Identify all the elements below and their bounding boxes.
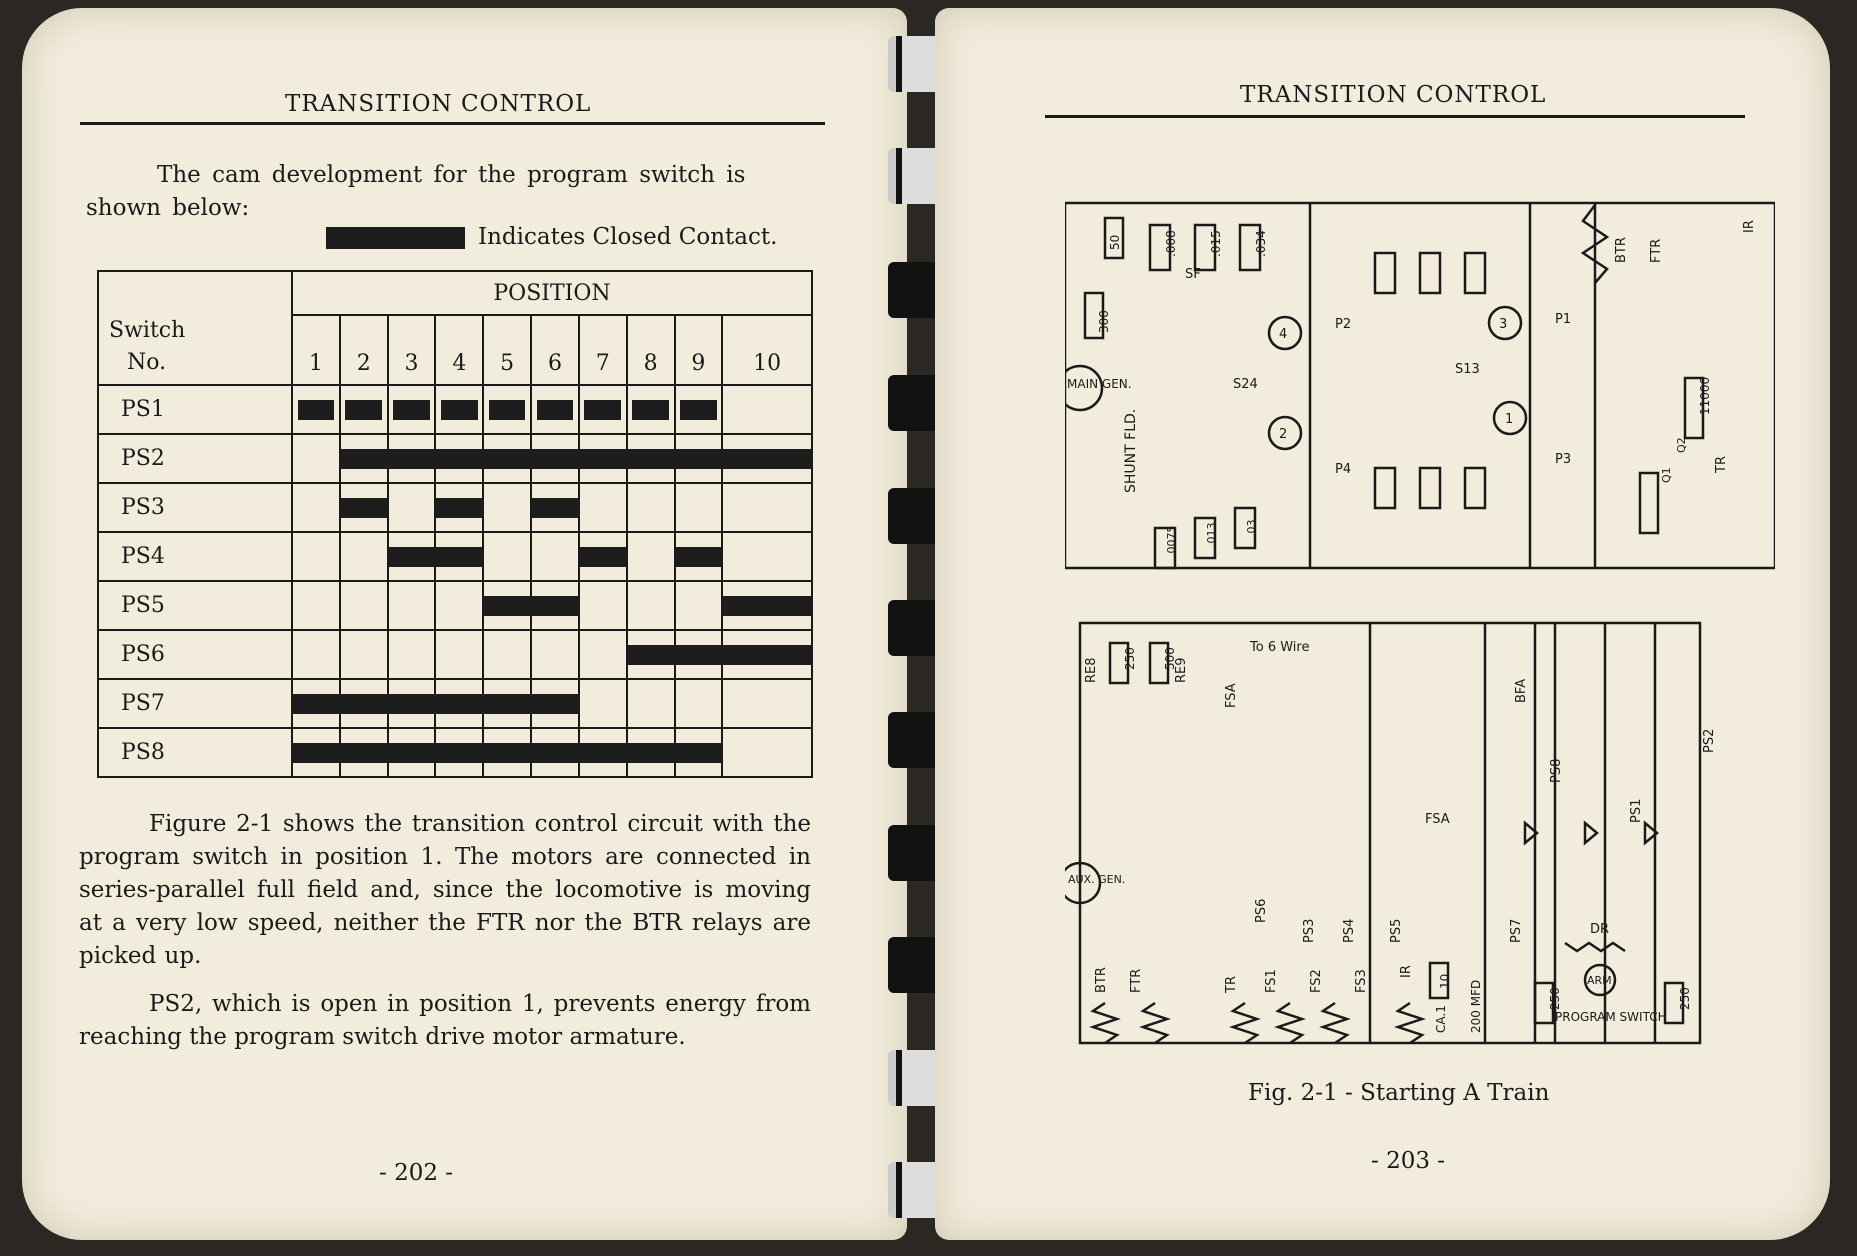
closed-contact-bar-ps1-pos-4 (441, 400, 478, 420)
closed-contact-bar-ps7-pos-3 (387, 694, 437, 714)
cam-cell (292, 581, 340, 630)
position-number-2: 2 (340, 315, 388, 385)
cam-cell (675, 483, 723, 532)
closed-contact-bar-ps7-pos-1 (293, 694, 341, 714)
cam-cell (340, 728, 388, 777)
closed-contact-bar-ps1-pos-8 (632, 400, 669, 420)
label-re8: RE8 (1084, 657, 1099, 683)
cam-cell (435, 679, 483, 728)
label-motor-2: 2 (1279, 427, 1288, 442)
label-r250-right: 250 (1678, 987, 1692, 1010)
switch-label-2: No. (127, 350, 167, 375)
cam-cell (483, 581, 531, 630)
cam-cell (579, 679, 627, 728)
table-row (98, 385, 812, 434)
label-ir: IR (1742, 220, 1757, 233)
cam-cell (531, 581, 579, 630)
position-number-9: 9 (675, 315, 723, 385)
cam-cell (722, 679, 812, 728)
label-200mfd: 200 MFD (1469, 979, 1483, 1033)
closed-contact-bar-ps1-pos-5 (489, 400, 526, 420)
label-r300: 300 (1097, 310, 1111, 333)
label-p3: P3 (1555, 452, 1572, 467)
cam-cell (531, 483, 579, 532)
label-r250-top: 250 (1123, 647, 1137, 670)
closed-contact-bar-ps7-pos-6 (530, 694, 578, 714)
cam-cell (483, 679, 531, 728)
position-number-8: 8 (627, 315, 675, 385)
closed-contact-bar-ps7-pos-5 (482, 694, 532, 714)
label-motor-3: 3 (1499, 317, 1508, 332)
label-motor-4: 4 (1279, 327, 1288, 342)
label-ps2: PS2 (1702, 728, 1717, 753)
label-shunt-fld: SHUNT FLD. (1123, 408, 1139, 493)
cam-cell (292, 679, 340, 728)
cam-cell (435, 728, 483, 777)
label-arm: ARM (1587, 974, 1612, 987)
label-fs1-lower: FS1 (1264, 969, 1279, 993)
closed-contact-bar-ps1-pos-3 (393, 400, 430, 420)
cam-cell (531, 679, 579, 728)
closed-contact-bar-ps8-pos-1 (293, 743, 341, 763)
cam-cell (388, 434, 436, 483)
cam-cell (435, 434, 483, 483)
cam-cell (292, 532, 340, 581)
cam-cell (722, 434, 812, 483)
closed-contact-bar-ps2-pos-7 (578, 449, 628, 469)
cam-cell (340, 581, 388, 630)
cam-cell (722, 483, 812, 532)
cam-cell (675, 434, 723, 483)
closed-contact-bar-ps8-pos-5 (482, 743, 532, 763)
closed-contact-bar-ps8-pos-9 (674, 743, 722, 763)
cam-cell (340, 385, 388, 434)
cam-cell (627, 728, 675, 777)
closed-contact-bar-ps4-pos-7 (580, 547, 626, 567)
position-header: POSITION (292, 271, 812, 315)
closed-contact-bar-ps2-pos-10 (721, 449, 811, 469)
closed-contact-bar-ps4-pos-4 (434, 547, 482, 567)
position-number-4: 4 (435, 315, 483, 385)
cam-cell (340, 679, 388, 728)
cam-cell (483, 385, 531, 434)
position-number-6: 6 (531, 315, 579, 385)
label-r015: .015 (1209, 230, 1223, 257)
label-q2: Q2 (1675, 437, 1688, 453)
cam-cell (675, 532, 723, 581)
cam-cell (483, 630, 531, 679)
cam-cell (388, 581, 436, 630)
cam-cell (675, 385, 723, 434)
label-p4: P4 (1335, 462, 1352, 477)
label-p1: P1 (1555, 312, 1572, 327)
label-btr-lower: BTR (1094, 967, 1109, 993)
cam-cell (388, 728, 436, 777)
paragraph-ps2-description: PS2, which is open in position 1, prevents energy from reaching the program switch drive motor armature. (79, 991, 811, 1050)
upper-circuit-frame (1065, 203, 1595, 568)
closed-contact-bar-ps1-pos-1 (298, 400, 335, 420)
right-header-rule (1045, 115, 1745, 118)
label-to-6-wire: To 6 Wire (1250, 640, 1310, 655)
closed-contact-bar-ps2-pos-2 (341, 449, 389, 469)
legend-text: Indicates Closed Contact. (478, 224, 778, 250)
label-r50: 50 (1108, 234, 1122, 250)
label-r034: .034 (1254, 230, 1268, 257)
table-row (98, 728, 812, 777)
closed-contact-bar-ps3-pos-4 (436, 498, 482, 518)
cam-cell (435, 483, 483, 532)
position-number-1: 1 (292, 315, 340, 385)
closed-contact-bar-ps5-pos-5 (484, 596, 532, 616)
label-r500: 500 (1163, 647, 1177, 670)
cam-cell (722, 581, 812, 630)
label-fs3-lower: FS3 (1354, 969, 1369, 993)
label-s24: S24 (1233, 377, 1258, 392)
position-number-10: 10 (722, 315, 812, 385)
cam-cell (675, 728, 723, 777)
label-dr: DR (1590, 922, 1610, 937)
figure-caption: Fig. 2-1 - Starting A Train (1248, 1080, 1550, 1106)
table-row (98, 679, 812, 728)
intro-line-1: The cam development for the program switch is (157, 162, 746, 188)
cam-cell (388, 679, 436, 728)
left-page-number: - 202 - (379, 1160, 454, 1186)
label-fs2-lower: FS2 (1309, 969, 1324, 993)
label-main-gen: MAIN GEN. (1067, 377, 1132, 391)
switch-label: PS7 (98, 679, 292, 728)
cam-cell (388, 630, 436, 679)
cam-cell (722, 532, 812, 581)
cam-cell (435, 630, 483, 679)
position-number-7: 7 (579, 315, 627, 385)
label-bfa: BFA (1514, 678, 1529, 703)
closed-contact-bar-ps7-pos-2 (339, 694, 389, 714)
label-sf: SF (1185, 267, 1201, 282)
label-fsa: FSA (1425, 812, 1450, 827)
closed-contact-bar-ps6-pos-8 (628, 645, 676, 665)
label-ps1: PS1 (1629, 798, 1644, 823)
label-ftr-lower: FTR (1129, 968, 1144, 993)
closed-contact-bar-ps4-pos-3 (389, 547, 437, 567)
table-row (98, 581, 812, 630)
closed-contact-bar-ps2-pos-9 (674, 449, 724, 469)
position-number-3: 3 (388, 315, 436, 385)
cam-cell (627, 532, 675, 581)
closed-contact-bar-ps3-pos-2 (341, 498, 387, 518)
closed-contact-bar-ps2-pos-8 (626, 449, 676, 469)
label-r013: .013 (1205, 522, 1218, 547)
closed-contact-bar-ps5-pos-10 (723, 596, 811, 616)
switch-label: PS5 (98, 581, 292, 630)
right-page-number: - 203 - (1371, 1148, 1446, 1174)
label-c10: 10 (1438, 973, 1452, 989)
label-ps7: PS7 (1509, 918, 1524, 943)
cam-cell (531, 434, 579, 483)
cam-cell (531, 532, 579, 581)
closed-contact-bar-ps4-pos-9 (676, 547, 722, 567)
intro-line-2: shown below: (86, 195, 250, 221)
label-r03: .03 (1245, 519, 1258, 537)
closed-contact-bar-ps8-pos-6 (530, 743, 580, 763)
label-p2: P2 (1335, 317, 1352, 332)
cam-cell (483, 434, 531, 483)
cam-cell (627, 483, 675, 532)
label-s13: S13 (1455, 362, 1480, 377)
closed-contact-bar-ps8-pos-7 (578, 743, 628, 763)
label-ca1: CA.1 (1434, 1005, 1448, 1033)
cam-cell (579, 385, 627, 434)
closed-contact-bar-ps1-pos-6 (537, 400, 574, 420)
cam-cell (340, 532, 388, 581)
closed-contact-bar-ps6-pos-9 (674, 645, 724, 665)
switch-label: PS3 (98, 483, 292, 532)
cam-cell (627, 434, 675, 483)
closed-contact-bar-ps2-pos-4 (434, 449, 484, 469)
closed-contact-bar-ps8-pos-8 (626, 743, 676, 763)
closed-contact-bar-ps1-pos-7 (584, 400, 621, 420)
cam-cell (435, 532, 483, 581)
cam-cell (579, 728, 627, 777)
legend-closed-bar (326, 227, 465, 249)
cam-cell (579, 434, 627, 483)
cam-cell (292, 434, 340, 483)
cam-cell (292, 385, 340, 434)
cam-cell (388, 385, 436, 434)
cam-cell (483, 483, 531, 532)
label-q1: Q1 (1660, 467, 1673, 483)
cam-cell (579, 581, 627, 630)
label-aux-gen: AUX. GEN. (1068, 873, 1126, 886)
label-program-switch: PROGRAM SWITCH (1555, 1010, 1667, 1024)
cam-cell (435, 385, 483, 434)
cam-cell (435, 581, 483, 630)
switch-no-header (98, 315, 292, 385)
cam-cell (675, 630, 723, 679)
table-row (98, 434, 812, 483)
label-ps3: PS3 (1302, 918, 1317, 943)
left-page (22, 8, 907, 1240)
closed-contact-bar-ps8-pos-3 (387, 743, 437, 763)
table-row (98, 483, 812, 532)
cam-cell (531, 385, 579, 434)
cam-development-table (97, 270, 813, 778)
cam-cell (292, 728, 340, 777)
cam-cell (627, 385, 675, 434)
switch-label-1: Switch (109, 318, 186, 343)
table-row (98, 532, 812, 581)
closed-contact-bar-ps2-pos-5 (482, 449, 532, 469)
switch-label: PS1 (98, 385, 292, 434)
label-btr: BTR (1614, 237, 1629, 263)
switch-label: PS4 (98, 532, 292, 581)
cam-cell (483, 532, 531, 581)
closed-contact-bar-ps2-pos-6 (530, 449, 580, 469)
label-ftr: FTR (1649, 238, 1664, 263)
closed-contact-bar-ps7-pos-4 (434, 694, 484, 714)
paragraph-figure-description: Figure 2-1 shows the transition control circuit with the program switch in position 1. The motors are connected in series-parallel full field and, since the locomotive is moving at a very low speed, neither the FTR nor the BTR relays are picked up. (79, 811, 811, 969)
left-header-rule (80, 122, 825, 125)
cam-cell (531, 630, 579, 679)
cam-cell (340, 434, 388, 483)
cam-cell (722, 630, 812, 679)
label-re9: RE9 (1174, 657, 1189, 683)
cam-cell (675, 581, 723, 630)
cam-cell (531, 728, 579, 777)
closed-contact-bar-ps1-pos-9 (680, 400, 717, 420)
switch-label: PS8 (98, 728, 292, 777)
label-tr: TR (1714, 456, 1729, 473)
label-r11000: 11000 (1698, 376, 1712, 415)
cam-cell (722, 728, 812, 777)
switch-label: PS2 (98, 434, 292, 483)
closed-contact-bar-ps2-pos-3 (387, 449, 437, 469)
label-ps6: PS6 (1254, 898, 1269, 923)
cam-cell (292, 630, 340, 679)
label-tr-lower: TR (1224, 976, 1239, 993)
closed-contact-bar-ps8-pos-2 (339, 743, 389, 763)
closed-contact-bar-ps1-pos-2 (345, 400, 382, 420)
right-page (935, 8, 1830, 1240)
cam-cell (388, 532, 436, 581)
cam-cell (627, 630, 675, 679)
cam-cell (292, 483, 340, 532)
cam-cell (627, 581, 675, 630)
cam-cell (579, 532, 627, 581)
label-fsa-top: FSA (1224, 683, 1239, 708)
closed-contact-bar-ps5-pos-6 (530, 596, 578, 616)
cam-cell (483, 728, 531, 777)
closed-contact-bar-ps8-pos-4 (434, 743, 484, 763)
switch-label: PS6 (98, 630, 292, 679)
label-r0075: .0075 (1165, 525, 1178, 557)
transition-control-schematic (1065, 183, 1775, 1053)
left-page-header: TRANSITION CONTROL (285, 91, 592, 117)
label-motor-1: 1 (1505, 412, 1514, 427)
cam-cell (340, 483, 388, 532)
cam-cell (722, 385, 812, 434)
cam-cell (579, 630, 627, 679)
label-r250-left: 250 (1548, 987, 1562, 1010)
cam-cell (627, 679, 675, 728)
position-number-5: 5 (483, 315, 531, 385)
right-page-header: TRANSITION CONTROL (1240, 82, 1547, 108)
closed-contact-bar-ps6-pos-10 (721, 645, 811, 665)
label-r008: .008 (1164, 230, 1178, 257)
label-ps5: PS5 (1389, 918, 1404, 943)
label-ir-lower: IR (1399, 965, 1414, 978)
cam-cell (340, 630, 388, 679)
table-row (98, 630, 812, 679)
cam-cell (675, 679, 723, 728)
label-ps4: PS4 (1342, 918, 1357, 943)
closed-contact-bar-ps3-pos-6 (532, 498, 578, 518)
label-ps8: PS8 (1549, 758, 1564, 783)
cam-cell (579, 483, 627, 532)
cam-cell (388, 483, 436, 532)
